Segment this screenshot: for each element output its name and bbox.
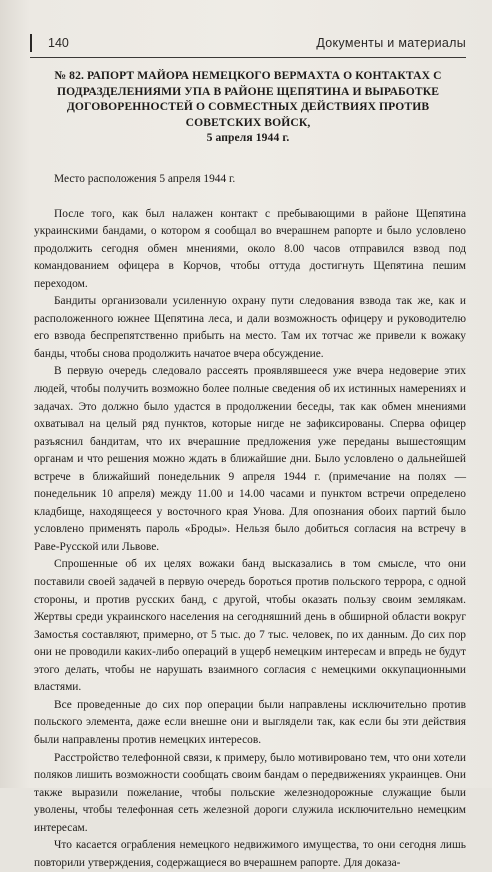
document-body <box>34 171 466 872</box>
page-number: 140 <box>48 36 69 50</box>
paragraph: Расстройство телефонной связи, к примеру, было мотивировано тем, что они хотели поляков лишить возможности сообщать своим бандам о передвижениях украинцев. Они также выразили пожелание, чтобы польские железнодорожные служащие были уволены, чтобы телефонная сеть железной дороги служила исключительно немецким интересам. <box>34 751 466 834</box>
header-bar-mark <box>30 34 32 52</box>
document-date: 5 апреля 1944 г. <box>206 131 290 145</box>
document-heading <box>30 68 466 146</box>
document-title: № 82. РАПОРТ МАЙОРА НЕМЕЦКОГО ВЕРМАХТА О КОНТАКТАХ С ПОДРАЗДЕЛЕНИЯМИ УПА В РАЙОНЕ ЩЕПЯТИНА И ВЫРАБОТКЕ ДОГОВОРЕННОСТЕЙ О СОВМЕСТНЫХ ДЕЙСТВИЯХ ПРОТИВ СОВЕТСКИХ ВОЙСК, <box>54 69 442 129</box>
running-head <box>30 34 466 60</box>
paragraph: Что касается ограбления немецкого недвижимого имущества, то они сегодня лишь повторили утверждения, содержащиеся во вчерашнем рапорте. Для доказа- <box>34 839 466 869</box>
place-date-line: Место расположения 5 апреля 1944 г. <box>54 173 236 185</box>
paragraph: Спрошенные об их целях вожаки банд высказались в том смысле, что они поставили своей задачей в первую очередь бороться против польского террора, с одной стороны, и против русских банд, с другой, чтобы оказать пользу своим землякам. Жертвы среди украинского населения на сегодняшний день в обширной области вокруг Замостья составляют, примерно, от 5 тыс. до 7 тыс. человек, по их данным. До сих пор они не проводили каких-либо операций в ущерб немецким интересам и впредь не будут этого делать, чтобы не нарушать взаимного согласия с немецкими оккупационными властями. <box>34 558 466 694</box>
paragraph: В первую очередь следовало рассеять проявлявшееся уже вчера недоверие этих людей, чтобы получить возможно более полные сведения об их истинных намерениях и задачах. Это должно было удастся в продолжении беседы, так как обмен мнениями охватывал на целый ряд пунктов, которые нигде не зафиксированы. Сперва офицер разъяснил бандитам, что их вчерашние предложения уже переданы вышестоящим органам и что решения можно ждать в ближайшие дни. Было условлено о дальнейшей встрече в ближайший понедельник 9 апреля 1944 г. (примечание на полях — понедельник 10 апреля) между 11.00 и 14.00 часами и пунктом встречи определено кладбище, находящееся у восточного края Унова. Для опознания обоих партий было условлено применять пароль «Броды». Нельзя было добиться согласия на встречу в Раве-Русской или Львове. <box>34 365 466 553</box>
paragraph: После того, как был налажен контакт с пребывающими в районе Щепятина украинскими бандами, о котором я сообщал во вчерашнем рапорте и было условлено продолжить сегодня обмен мнениями, около 8.00 часов отправился взвод под командованием офицера в Корчов, чтобы оттуда достигнуть Щепятина пешим переходом. <box>34 207 466 290</box>
section-title: Документы и материалы <box>316 36 466 50</box>
paragraph: Бандиты организовали усиленную охрану пути следования взвода так же, как и расположенного южнее Щепятина леса, и дали возможность офицеру и руководителю его взвода беспрепятственно прибыть на место. Там их тотчас же привели к вожаку банды, чтобы снова продолжить начатое вчера обсуждение. <box>34 295 466 360</box>
header-rule <box>30 57 466 58</box>
paragraph: Все проведенные до сих пор операции были направлены исключительно против польского элемента, даже если внешне они и выглядели так, как если бы эти действия были направлены против немецких интересов. <box>34 698 466 746</box>
